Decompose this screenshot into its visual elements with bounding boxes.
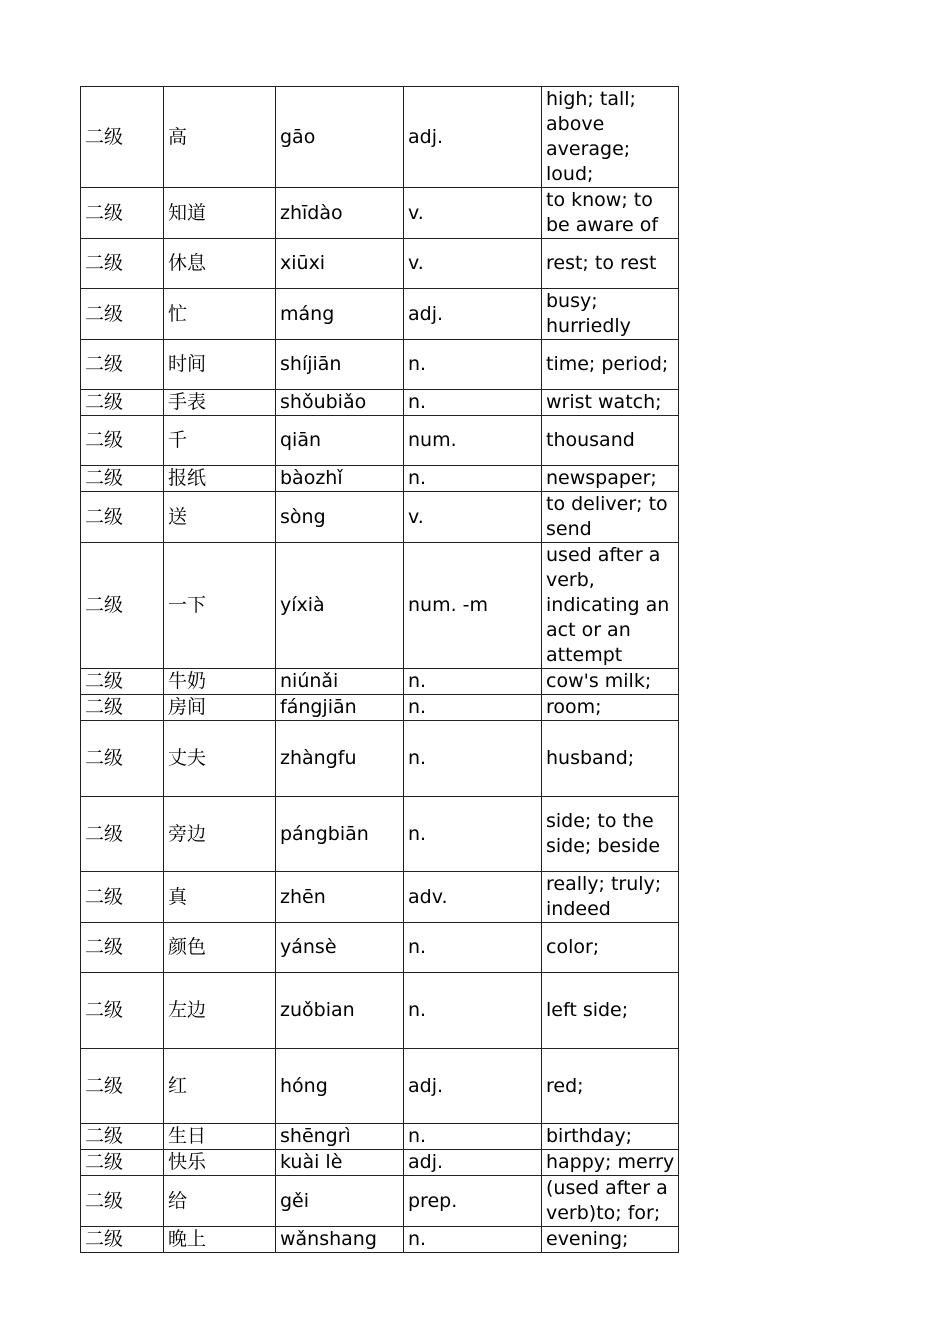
hanzi-cell: 忙	[164, 289, 276, 340]
hanzi-cell: 真	[164, 872, 276, 923]
pinyin-cell: sòng	[276, 492, 404, 543]
meaning-cell: thousand	[542, 416, 679, 466]
meaning-cell: room;	[542, 695, 679, 721]
meaning-cell: to deliver; to send	[542, 492, 679, 543]
part-of-speech-cell: n.	[404, 797, 542, 872]
level-cell: 二级	[81, 289, 164, 340]
pinyin-cell: zhàngfu	[276, 721, 404, 797]
pinyin-cell: niúnǎi	[276, 669, 404, 695]
level-cell: 二级	[81, 973, 164, 1049]
table-row	[81, 1176, 679, 1227]
level-cell: 二级	[81, 872, 164, 923]
meaning-cell: rest; to rest	[542, 239, 679, 289]
table-row	[81, 1150, 679, 1176]
level-cell: 二级	[81, 1150, 164, 1176]
part-of-speech-cell: n.	[404, 721, 542, 797]
pinyin-cell: gěi	[276, 1176, 404, 1227]
part-of-speech-cell: n.	[404, 1124, 542, 1150]
meaning-cell: newspaper;	[542, 466, 679, 492]
table-row	[81, 239, 679, 289]
pinyin-cell: qiān	[276, 416, 404, 466]
meaning-cell: high; tall; above average; loud;	[542, 87, 679, 188]
meaning-cell: color;	[542, 923, 679, 973]
meaning-cell: to know; to be aware of	[542, 188, 679, 239]
level-cell: 二级	[81, 797, 164, 872]
table-row	[81, 390, 679, 416]
meaning-cell: cow's milk;	[542, 669, 679, 695]
part-of-speech-cell: n.	[404, 669, 542, 695]
level-cell: 二级	[81, 923, 164, 973]
table-row	[81, 416, 679, 466]
hanzi-cell: 红	[164, 1049, 276, 1124]
part-of-speech-cell: n.	[404, 973, 542, 1049]
vocabulary-table-body	[81, 87, 679, 1253]
level-cell: 二级	[81, 87, 164, 188]
level-cell: 二级	[81, 721, 164, 797]
meaning-cell: time; period;	[542, 340, 679, 390]
level-cell: 二级	[81, 695, 164, 721]
vocabulary-table	[80, 86, 679, 1253]
table-row	[81, 721, 679, 797]
pinyin-cell: fángjiān	[276, 695, 404, 721]
part-of-speech-cell: adj.	[404, 1150, 542, 1176]
table-row	[81, 492, 679, 543]
level-cell: 二级	[81, 1227, 164, 1253]
level-cell: 二级	[81, 239, 164, 289]
table-row	[81, 695, 679, 721]
part-of-speech-cell: num. -m	[404, 543, 542, 669]
pinyin-cell: kuài lè	[276, 1150, 404, 1176]
pinyin-cell: shǒubiǎo	[276, 390, 404, 416]
level-cell: 二级	[81, 416, 164, 466]
pinyin-cell: shēngrì	[276, 1124, 404, 1150]
table-row	[81, 1049, 679, 1124]
part-of-speech-cell: n.	[404, 390, 542, 416]
hanzi-cell: 牛奶	[164, 669, 276, 695]
meaning-cell: (used after a verb)to; for;	[542, 1176, 679, 1227]
level-cell: 二级	[81, 1124, 164, 1150]
meaning-cell: husband;	[542, 721, 679, 797]
meaning-cell: wrist watch;	[542, 390, 679, 416]
hanzi-cell: 知道	[164, 188, 276, 239]
hanzi-cell: 给	[164, 1176, 276, 1227]
table-row	[81, 923, 679, 973]
part-of-speech-cell: v.	[404, 188, 542, 239]
pinyin-cell: yánsè	[276, 923, 404, 973]
table-row	[81, 340, 679, 390]
table-row	[81, 1124, 679, 1150]
table-row	[81, 87, 679, 188]
table-row	[81, 797, 679, 872]
hanzi-cell: 快乐	[164, 1150, 276, 1176]
part-of-speech-cell: adj.	[404, 87, 542, 188]
level-cell: 二级	[81, 340, 164, 390]
pinyin-cell: gāo	[276, 87, 404, 188]
part-of-speech-cell: prep.	[404, 1176, 542, 1227]
part-of-speech-cell: num.	[404, 416, 542, 466]
meaning-cell: red;	[542, 1049, 679, 1124]
part-of-speech-cell: n.	[404, 923, 542, 973]
pinyin-cell: pángbiān	[276, 797, 404, 872]
part-of-speech-cell: adj.	[404, 1049, 542, 1124]
table-row	[81, 188, 679, 239]
meaning-cell: busy; hurriedly	[542, 289, 679, 340]
meaning-cell: used after a verb, indicating an act or an attempt	[542, 543, 679, 669]
table-row	[81, 289, 679, 340]
part-of-speech-cell: n.	[404, 466, 542, 492]
hanzi-cell: 丈夫	[164, 721, 276, 797]
table-row	[81, 543, 679, 669]
table-row	[81, 973, 679, 1049]
table-row	[81, 669, 679, 695]
meaning-cell: left side;	[542, 973, 679, 1049]
part-of-speech-cell: v.	[404, 492, 542, 543]
level-cell: 二级	[81, 466, 164, 492]
pinyin-cell: hóng	[276, 1049, 404, 1124]
part-of-speech-cell: n.	[404, 1227, 542, 1253]
level-cell: 二级	[81, 1176, 164, 1227]
pinyin-cell: zuǒbian	[276, 973, 404, 1049]
level-cell: 二级	[81, 188, 164, 239]
hanzi-cell: 左边	[164, 973, 276, 1049]
hanzi-cell: 送	[164, 492, 276, 543]
hanzi-cell: 颜色	[164, 923, 276, 973]
pinyin-cell: yíxià	[276, 543, 404, 669]
level-cell: 二级	[81, 543, 164, 669]
hanzi-cell: 休息	[164, 239, 276, 289]
pinyin-cell: zhēn	[276, 872, 404, 923]
pinyin-cell: wǎnshang	[276, 1227, 404, 1253]
hanzi-cell: 生日	[164, 1124, 276, 1150]
part-of-speech-cell: n.	[404, 340, 542, 390]
meaning-cell: happy; merry	[542, 1150, 679, 1176]
hanzi-cell: 手表	[164, 390, 276, 416]
level-cell: 二级	[81, 492, 164, 543]
hanzi-cell: 晚上	[164, 1227, 276, 1253]
part-of-speech-cell: adj.	[404, 289, 542, 340]
hanzi-cell: 旁边	[164, 797, 276, 872]
hanzi-cell: 报纸	[164, 466, 276, 492]
table-row	[81, 872, 679, 923]
pinyin-cell: bàozhǐ	[276, 466, 404, 492]
hanzi-cell: 高	[164, 87, 276, 188]
table-row	[81, 466, 679, 492]
table-row	[81, 1227, 679, 1253]
meaning-cell: evening;	[542, 1227, 679, 1253]
level-cell: 二级	[81, 669, 164, 695]
pinyin-cell: xiūxi	[276, 239, 404, 289]
hanzi-cell: 一下	[164, 543, 276, 669]
part-of-speech-cell: v.	[404, 239, 542, 289]
hanzi-cell: 时间	[164, 340, 276, 390]
hanzi-cell: 房间	[164, 695, 276, 721]
hanzi-cell: 千	[164, 416, 276, 466]
meaning-cell: really; truly; indeed	[542, 872, 679, 923]
meaning-cell: side; to the side; beside	[542, 797, 679, 872]
part-of-speech-cell: n.	[404, 695, 542, 721]
level-cell: 二级	[81, 390, 164, 416]
pinyin-cell: shíjiān	[276, 340, 404, 390]
pinyin-cell: máng	[276, 289, 404, 340]
part-of-speech-cell: adv.	[404, 872, 542, 923]
pinyin-cell: zhīdào	[276, 188, 404, 239]
meaning-cell: birthday;	[542, 1124, 679, 1150]
level-cell: 二级	[81, 1049, 164, 1124]
